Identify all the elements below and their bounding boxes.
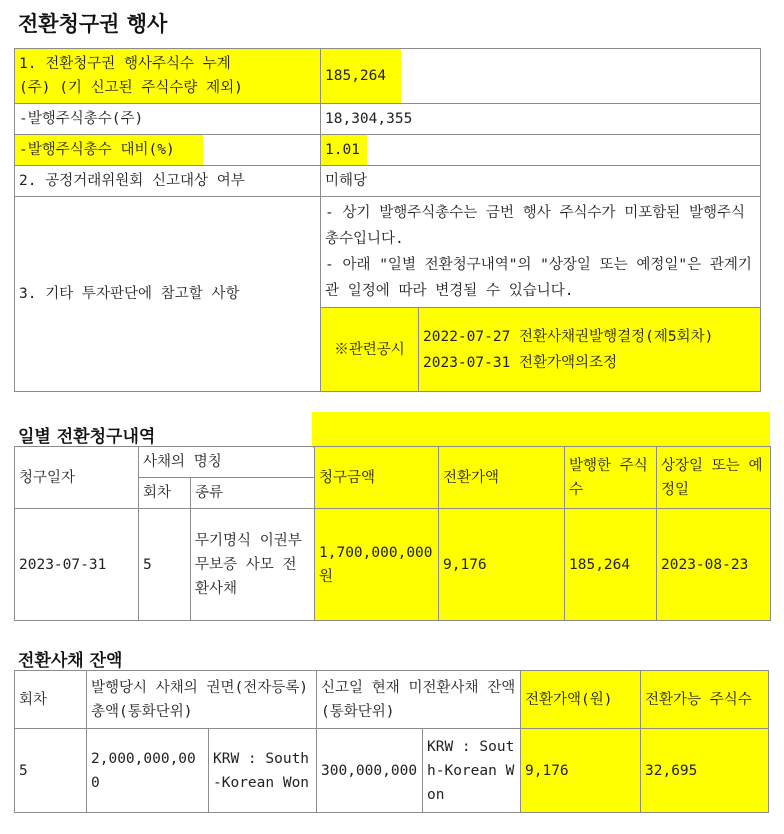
row1-label xyxy=(15,49,321,104)
row1-value-cell xyxy=(321,49,761,104)
header-convertible-shares: 전환가능 주식수 xyxy=(641,671,769,729)
section-title-conversion-exercise: 전환청구권 행사 xyxy=(18,12,168,36)
row3-label: -발행주식총수 대비(%) xyxy=(15,135,203,165)
cell-kind: 무기명식 이권부 무보증 사모 전환사채 xyxy=(191,509,315,621)
highlight-band-section2 xyxy=(312,412,770,448)
header-face-amount: 발행당시 사채의 권면(전자등록)총액(통화단위) xyxy=(87,671,317,729)
row3-label-cell xyxy=(15,135,321,166)
header-balance-round: 회차 xyxy=(15,671,87,729)
section-title-daily-conversion: 일별 전환청구내역 xyxy=(18,427,156,447)
cell-balance-price: 9,176 xyxy=(521,729,641,813)
cell-claim-amount: 1,700,000,000원 xyxy=(315,509,439,621)
cell-round: 5 xyxy=(139,509,191,621)
header-conversion-price: 전환가액 xyxy=(439,447,565,509)
related-link-1[interactable]: 2022-07-27 전환사채권발행결정(제5회차) xyxy=(423,328,714,345)
cell-issued-shares: 185,264 xyxy=(565,509,657,621)
cell-convertible-shares: 32,695 xyxy=(641,729,769,813)
cell-face-currency: KRW : South-Korean Won xyxy=(209,729,317,813)
row1-label-line2: (주) (기 신고된 주식수량 제외) xyxy=(19,80,243,96)
bond-balance-table xyxy=(14,670,769,813)
row2-value: 18,304,355 xyxy=(321,104,761,135)
row4-value: 미해당 xyxy=(321,166,761,197)
header-claim-date: 청구일자 xyxy=(15,447,139,509)
row5-note-1: - 상기 발행주식총수는 금번 행사 주식수가 미포함된 발행주식 총수입니다. xyxy=(325,205,746,247)
header-issued-shares: 발행한 주식수 xyxy=(565,447,657,509)
row1-label-line1: 1. 전환청구권 행사주식수 누계 xyxy=(19,56,231,72)
row4-label: 2. 공정거래위원회 신고대상 여부 xyxy=(15,166,321,197)
cell-remaining-amount: 300,000,000 xyxy=(317,729,423,813)
row1-value: 185,264 xyxy=(321,49,401,103)
cell-listing-date: 2023-08-23 xyxy=(657,509,771,621)
related-list xyxy=(419,308,761,392)
cell-remaining-currency: KRW : South-Korean Won xyxy=(423,729,521,813)
cell-face-amount: 2,000,000,000 xyxy=(87,729,209,813)
cell-balance-round: 5 xyxy=(15,729,87,813)
header-claim-amount: 청구금액 xyxy=(315,447,439,509)
cell-conversion-price: 9,176 xyxy=(439,509,565,621)
daily-conversion-table xyxy=(14,446,771,621)
header-listing-date: 상장일 또는 예정일 xyxy=(657,447,771,509)
row5-note-2: - 아래 "일별 전환청구내역"의 "상장일 또는 예정일"은 관계기관 일정에 따라 변경될 수 있습니다. xyxy=(325,257,752,299)
related-label: ※관련공시 xyxy=(321,308,419,392)
header-balance-price: 전환가액(원) xyxy=(521,671,641,729)
conversion-exercise-table xyxy=(14,48,761,392)
row5-notes xyxy=(321,197,761,308)
section-title-bond-balance: 전환사채 잔액 xyxy=(18,651,123,671)
header-bond-name: 사채의 명칭 xyxy=(139,447,315,478)
row3-value-cell xyxy=(321,135,761,166)
cell-claim-date: 2023-07-31 xyxy=(15,509,139,621)
row5-label: 3. 기타 투자판단에 참고할 사항 xyxy=(15,197,321,392)
row3-value: 1.01 xyxy=(321,135,367,165)
header-kind: 종류 xyxy=(191,478,315,509)
header-remaining-amount: 신고일 현재 미전환사채 잔액 (통화단위) xyxy=(317,671,521,729)
row2-label: -발행주식총수(주) xyxy=(15,104,321,135)
related-link-2[interactable]: 2023-07-31 전환가액의조정 xyxy=(423,354,618,371)
header-round: 회차 xyxy=(139,478,191,509)
